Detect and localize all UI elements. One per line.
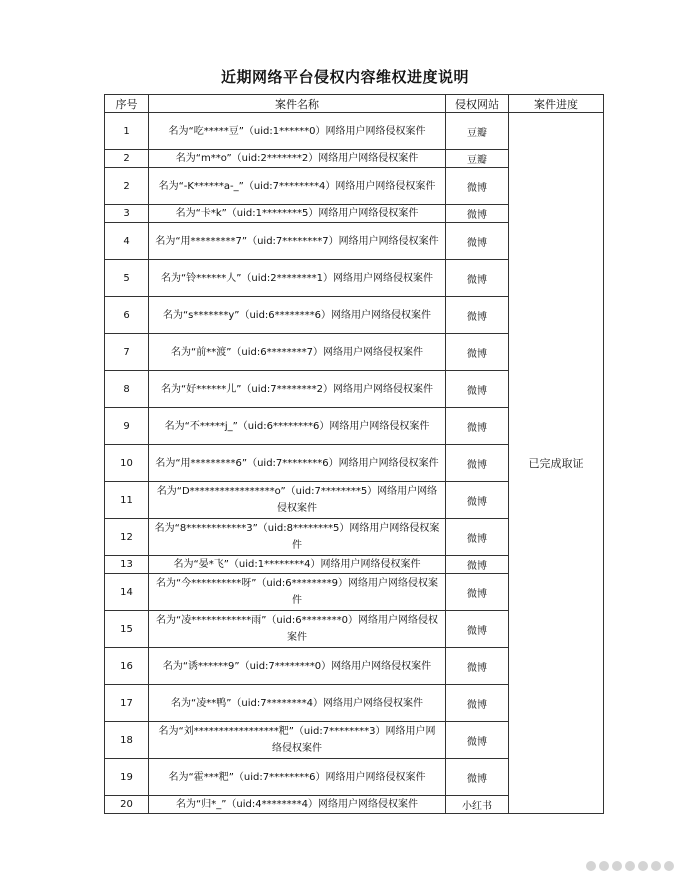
header-site: 侵权网站: [446, 95, 509, 113]
dot-icon: [638, 861, 648, 871]
row-site: 微博: [446, 205, 509, 223]
row-site: 微博: [446, 168, 509, 205]
row-seq: 14: [105, 574, 149, 611]
row-site: 微博: [446, 482, 509, 519]
row-case-name: 名为“好******儿”（uid:7********2）网络用户网络侵权案件: [149, 371, 446, 408]
header-progress: 案件进度: [509, 95, 604, 113]
row-case-name: 名为“凌************雨”（uid:6********0）网络用户网络侵权案件: [149, 611, 446, 648]
document-title: 近期网络平台侵权内容维权进度说明: [220, 68, 469, 86]
table-row: [105, 113, 604, 150]
row-seq: 8: [105, 371, 149, 408]
row-case-name: 名为“霍***粑”（uid:7********6）网络用户网络侵权案件: [149, 759, 446, 796]
row-site: 微博: [446, 371, 509, 408]
case-progress-status: 已完成取证: [509, 113, 604, 814]
row-case-name: 名为“用*********6”（uid:7********6）网络用户网络侵权案件: [149, 445, 446, 482]
row-site: 小红书: [446, 796, 509, 814]
row-seq: 4: [105, 223, 149, 260]
row-case-name: 名为“m**o”（uid:2*******2）网络用户网络侵权案件: [149, 150, 446, 168]
row-seq: 18: [105, 722, 149, 759]
row-seq: 16: [105, 648, 149, 685]
row-site: 豆瓣: [446, 150, 509, 168]
dot-icon: [651, 861, 661, 871]
row-site: 微博: [446, 722, 509, 759]
row-seq: 3: [105, 205, 149, 223]
row-seq: 6: [105, 297, 149, 334]
row-seq: 5: [105, 260, 149, 297]
row-case-name: 名为“刘*****************粑”（uid:7********3）网络用户网络侵权案件: [149, 722, 446, 759]
row-site: 微博: [446, 519, 509, 556]
header-case-name: 案件名称: [149, 95, 446, 113]
row-site: 微博: [446, 223, 509, 260]
row-case-name: 名为“前**渡”（uid:6********7）网络用户网络侵权案件: [149, 334, 446, 371]
header-seq: 序号: [105, 95, 149, 113]
row-seq: 1: [105, 113, 149, 150]
row-case-name: 名为“归*_”（uid:4********4）网络用户网络侵权案件: [149, 796, 446, 814]
row-site: 微博: [446, 648, 509, 685]
row-site: 微博: [446, 759, 509, 796]
row-case-name: 名为“卡*k”（uid:1********5）网络用户网络侵权案件: [149, 205, 446, 223]
row-case-name: 名为“不*****j_”（uid:6********6）网络用户网络侵权案件: [149, 408, 446, 445]
row-case-name: 名为“用*********7”（uid:7********7）网络用户网络侵权案件: [149, 223, 446, 260]
row-seq: 20: [105, 796, 149, 814]
row-seq: 12: [105, 519, 149, 556]
row-seq: 7: [105, 334, 149, 371]
row-site: 微博: [446, 574, 509, 611]
row-case-name: 名为“今**********呀”（uid:6********9）网络用户网络侵权案件: [149, 574, 446, 611]
dot-icon: [599, 861, 609, 871]
row-case-name: 名为“晏*飞”（uid:1********4）网络用户网络侵权案件: [149, 556, 446, 574]
row-case-name: 名为“s*******y”（uid:6********6）网络用户网络侵权案件: [149, 297, 446, 334]
dot-icon: [612, 861, 622, 871]
row-site: 微博: [446, 611, 509, 648]
row-seq: 9: [105, 408, 149, 445]
watermark-dots: [586, 861, 674, 871]
table-header-row: [105, 95, 604, 113]
row-site: 豆瓣: [446, 113, 509, 150]
row-seq: 17: [105, 685, 149, 722]
row-seq: 2: [105, 150, 149, 168]
dot-icon: [586, 861, 596, 871]
row-case-name: 名为“诱******9”（uid:7********0）网络用户网络侵权案件: [149, 648, 446, 685]
dot-icon: [625, 861, 635, 871]
row-site: 微博: [446, 408, 509, 445]
row-case-name: 名为“凌**鸭”（uid:7********4）网络用户网络侵权案件: [149, 685, 446, 722]
row-seq: 19: [105, 759, 149, 796]
row-case-name: 名为“铃******人”（uid:2********1）网络用户网络侵权案件: [149, 260, 446, 297]
row-seq: 10: [105, 445, 149, 482]
row-site: 微博: [446, 445, 509, 482]
row-site: 微博: [446, 297, 509, 334]
row-seq: 15: [105, 611, 149, 648]
row-case-name: 名为“D*****************o”（uid:7********5）网络用户网络侵权案件: [149, 482, 446, 519]
row-case-name: 名为“吃*****豆”（uid:1******0）网络用户网络侵权案件: [149, 113, 446, 150]
row-seq: 11: [105, 482, 149, 519]
row-case-name: 名为“-K******a-_”（uid:7********4）网络用户网络侵权案件: [149, 168, 446, 205]
row-site: 微博: [446, 685, 509, 722]
dot-icon: [664, 861, 674, 871]
row-seq: 13: [105, 556, 149, 574]
case-table: [104, 94, 604, 814]
row-case-name: 名为“8************3”（uid:8********5）网络用户网络侵权案件: [149, 519, 446, 556]
row-site: 微博: [446, 334, 509, 371]
row-site: 微博: [446, 260, 509, 297]
row-seq: 2: [105, 168, 149, 205]
row-site: 微博: [446, 556, 509, 574]
